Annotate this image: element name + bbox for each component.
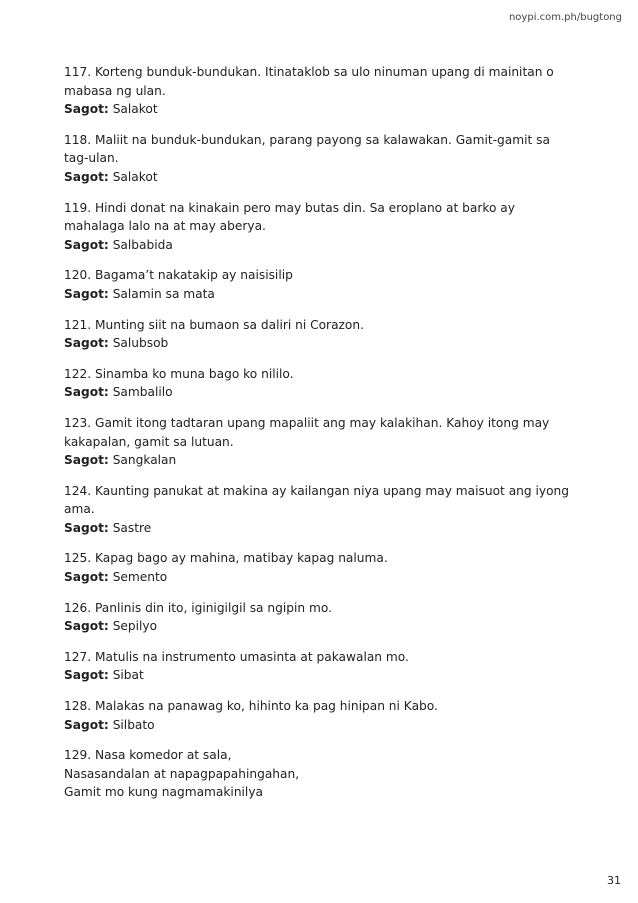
answer-label: Sagot: (64, 385, 109, 400)
riddle-question: 122. Sinamba ko muna bago ko nililo. (64, 366, 294, 381)
answer-label: Sagot: (64, 520, 109, 535)
riddle-question: 118. Maliit na bunduk-bundukan, parang payong sa kalawakan. Gamit-gamit sa tag-ulan. (64, 132, 550, 166)
answer-text: Salubsob (112, 336, 169, 351)
answer-label: Sagot: (64, 619, 109, 634)
answer-label: Sagot: (64, 286, 109, 301)
answer-label: Sagot: (64, 668, 109, 683)
riddle-entry (64, 131, 576, 187)
riddle-entry (64, 365, 576, 402)
riddle-entry (64, 316, 576, 353)
riddle-answer (64, 383, 576, 402)
riddle-entry (64, 549, 576, 586)
riddle-question: 119. Hindi donat na kinakain pero may butas din. Sa eroplano at barko ay mahalaga lalo na at may aberya. (64, 200, 515, 234)
riddle-answer (64, 519, 576, 538)
riddle-entry (64, 63, 576, 119)
riddle-entry-last (64, 746, 576, 802)
riddle-answer (64, 568, 576, 587)
answer-text: Salbabida (112, 237, 173, 252)
source-url: noypi.com.ph/bugtong (508, 12, 622, 23)
answer-text: Sepilyo (112, 619, 158, 634)
riddle-answer (64, 451, 576, 470)
answer-text: Sangkalan (112, 453, 177, 468)
riddle-entry (64, 599, 576, 636)
riddle-answer (64, 100, 576, 119)
riddle-entry (64, 648, 576, 685)
answer-text: Silbato (112, 717, 155, 732)
answer-text: Sastre (112, 520, 152, 535)
riddle-entry (64, 199, 576, 255)
answer-label: Sagot: (64, 717, 109, 732)
riddle-question: 123. Gamit itong tadtaran upang mapaliit ang may kalakihan. Kahoy itong may kakapalan, gamit sa lutuan. (64, 415, 550, 449)
answer-text: Semento (112, 570, 168, 585)
riddle-question: 126. Panlinis din ito, iginigilgil sa ngipin mo. (64, 600, 332, 615)
riddle-entry (64, 266, 576, 303)
riddle-answer (64, 716, 576, 735)
riddle-question: 125. Kapag bago ay mahina, matibay kapag naluma. (64, 551, 388, 566)
riddle-line: Nasasandalan at napagpapahingahan, (64, 766, 300, 781)
answer-label: Sagot: (64, 453, 109, 468)
answer-label: Sagot: (64, 237, 109, 252)
riddle-answer (64, 666, 576, 685)
riddle-answer (64, 334, 576, 353)
riddle-entry (64, 697, 576, 734)
riddle-list (64, 63, 576, 814)
answer-label: Sagot: (64, 570, 109, 585)
riddle-entry (64, 482, 576, 538)
riddle-question: 124. Kaunting panukat at makina ay kailangan niya upang may maisuot ang iyong ama. (64, 483, 570, 517)
riddle-question: 120. Bagama’t nakatakip ay naisisilip (64, 268, 293, 283)
riddle-answer (64, 236, 576, 255)
riddle-question: 121. Munting siit na bumaon sa daliri ni Corazon. (64, 317, 364, 332)
riddle-entry (64, 414, 576, 470)
page-number: 31 (607, 874, 621, 887)
answer-text: Salakot (112, 169, 158, 184)
riddle-answer (64, 285, 576, 304)
riddle-question: 127. Matulis na instrumento umasinta at pakawalan mo. (64, 649, 409, 664)
riddle-line: Gamit mo kung nagmamakinilya (64, 785, 263, 800)
answer-text: Sibat (112, 668, 144, 683)
answer-label: Sagot: (64, 336, 109, 351)
answer-text: Sambalilo (112, 385, 173, 400)
answer-label: Sagot: (64, 169, 109, 184)
riddle-answer (64, 168, 576, 187)
riddle-question: 117. Korteng bunduk-bundukan. Itinataklob sa ulo ninuman upang di mainitan o mabasa ng ulan. (64, 65, 554, 98)
riddle-line: 129. Nasa komedor at sala, (64, 748, 232, 763)
answer-label: Sagot: (64, 102, 109, 117)
riddle-answer (64, 617, 576, 636)
answer-text: Salamin sa mata (112, 286, 215, 301)
answer-text: Salakot (112, 102, 158, 117)
riddle-question: 128. Malakas na panawag ko, hihinto ka pag hinipan ni Kabo. (64, 699, 438, 714)
